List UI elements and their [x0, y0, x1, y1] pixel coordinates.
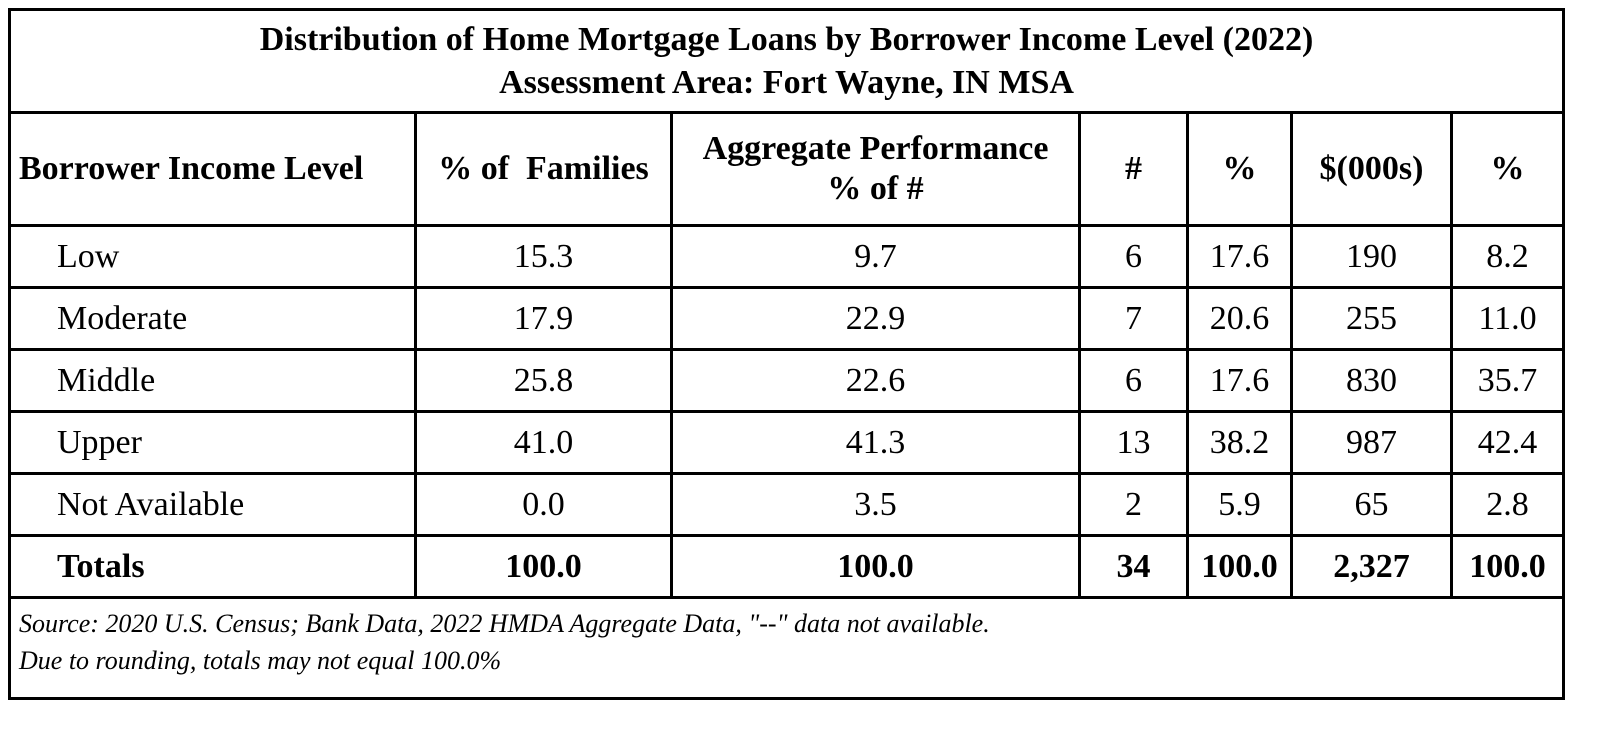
cell-pct-families: 41.0 — [416, 412, 672, 474]
cell-count: 13 — [1080, 412, 1188, 474]
totals-count-pct: 100.0 — [1188, 536, 1292, 598]
cell-level: Not Available — [10, 474, 416, 536]
cell-pct-families: 25.8 — [416, 350, 672, 412]
cell-dollars-pct: 11.0 — [1452, 288, 1564, 350]
cell-dollars-pct: 8.2 — [1452, 226, 1564, 288]
title-line-2: Assessment Area: Fort Wayne, IN MSA — [499, 64, 1074, 101]
cell-aggregate: 22.9 — [672, 288, 1080, 350]
cell-aggregate: 22.6 — [672, 350, 1080, 412]
title-line-1: Distribution of Home Mortgage Loans by Borrower Income Level (2022) — [259, 21, 1314, 58]
cell-dollars: 830 — [1292, 350, 1452, 412]
totals-pct-families: 100.0 — [416, 536, 672, 598]
header-aggregate — [672, 113, 1080, 226]
loan-distribution-table-container — [8, 8, 1562, 700]
cell-level: Moderate — [10, 288, 416, 350]
cell-level: Upper — [10, 412, 416, 474]
cell-dollars-pct: 42.4 — [1452, 412, 1564, 474]
cell-pct-families: 15.3 — [416, 226, 672, 288]
rounding-note: Due to rounding, totals may not equal 100.0% — [19, 646, 502, 675]
cell-level: Middle — [10, 350, 416, 412]
header-aggregate-line-2: % of # — [827, 170, 924, 207]
cell-dollars: 65 — [1292, 474, 1452, 536]
cell-count: 2 — [1080, 474, 1188, 536]
cell-count-pct: 17.6 — [1188, 350, 1292, 412]
cell-count-pct: 38.2 — [1188, 412, 1292, 474]
cell-dollars-pct: 35.7 — [1452, 350, 1564, 412]
header-count-pct: % — [1188, 113, 1292, 226]
header-aggregate-line-1: Aggregate Performance — [702, 130, 1049, 167]
cell-count-pct: 5.9 — [1188, 474, 1292, 536]
cell-count-pct: 20.6 — [1188, 288, 1292, 350]
header-dollars-pct: % — [1452, 113, 1564, 226]
cell-dollars-pct: 2.8 — [1452, 474, 1564, 536]
cell-aggregate: 41.3 — [672, 412, 1080, 474]
header-income-level: Borrower Income Level — [10, 113, 416, 226]
loan-distribution-table — [8, 8, 1565, 700]
cell-count: 6 — [1080, 350, 1188, 412]
table-row — [10, 288, 1564, 350]
totals-label: Totals — [10, 536, 416, 598]
totals-dollars: 2,327 — [1292, 536, 1452, 598]
header-dollars: $(000s) — [1292, 113, 1452, 226]
cell-dollars: 255 — [1292, 288, 1452, 350]
totals-count: 34 — [1080, 536, 1188, 598]
totals-aggregate: 100.0 — [672, 536, 1080, 598]
table-notes — [10, 598, 1564, 699]
table-row — [10, 412, 1564, 474]
cell-count: 6 — [1080, 226, 1188, 288]
table-row — [10, 350, 1564, 412]
totals-row — [10, 536, 1564, 598]
cell-dollars: 987 — [1292, 412, 1452, 474]
header-pct-families: % of Families — [416, 113, 672, 226]
source-note: Source: 2020 U.S. Census; Bank Data, 2022 HMDA Aggregate Data, "--" data not available. — [19, 609, 990, 638]
cell-count-pct: 17.6 — [1188, 226, 1292, 288]
cell-count: 7 — [1080, 288, 1188, 350]
cell-pct-families: 0.0 — [416, 474, 672, 536]
cell-aggregate: 3.5 — [672, 474, 1080, 536]
header-row — [10, 113, 1564, 226]
cell-pct-families: 17.9 — [416, 288, 672, 350]
totals-dollars-pct: 100.0 — [1452, 536, 1564, 598]
cell-level: Low — [10, 226, 416, 288]
cell-aggregate: 9.7 — [672, 226, 1080, 288]
cell-dollars: 190 — [1292, 226, 1452, 288]
table-row — [10, 226, 1564, 288]
table-title — [10, 10, 1564, 113]
header-count: # — [1080, 113, 1188, 226]
table-row — [10, 474, 1564, 536]
